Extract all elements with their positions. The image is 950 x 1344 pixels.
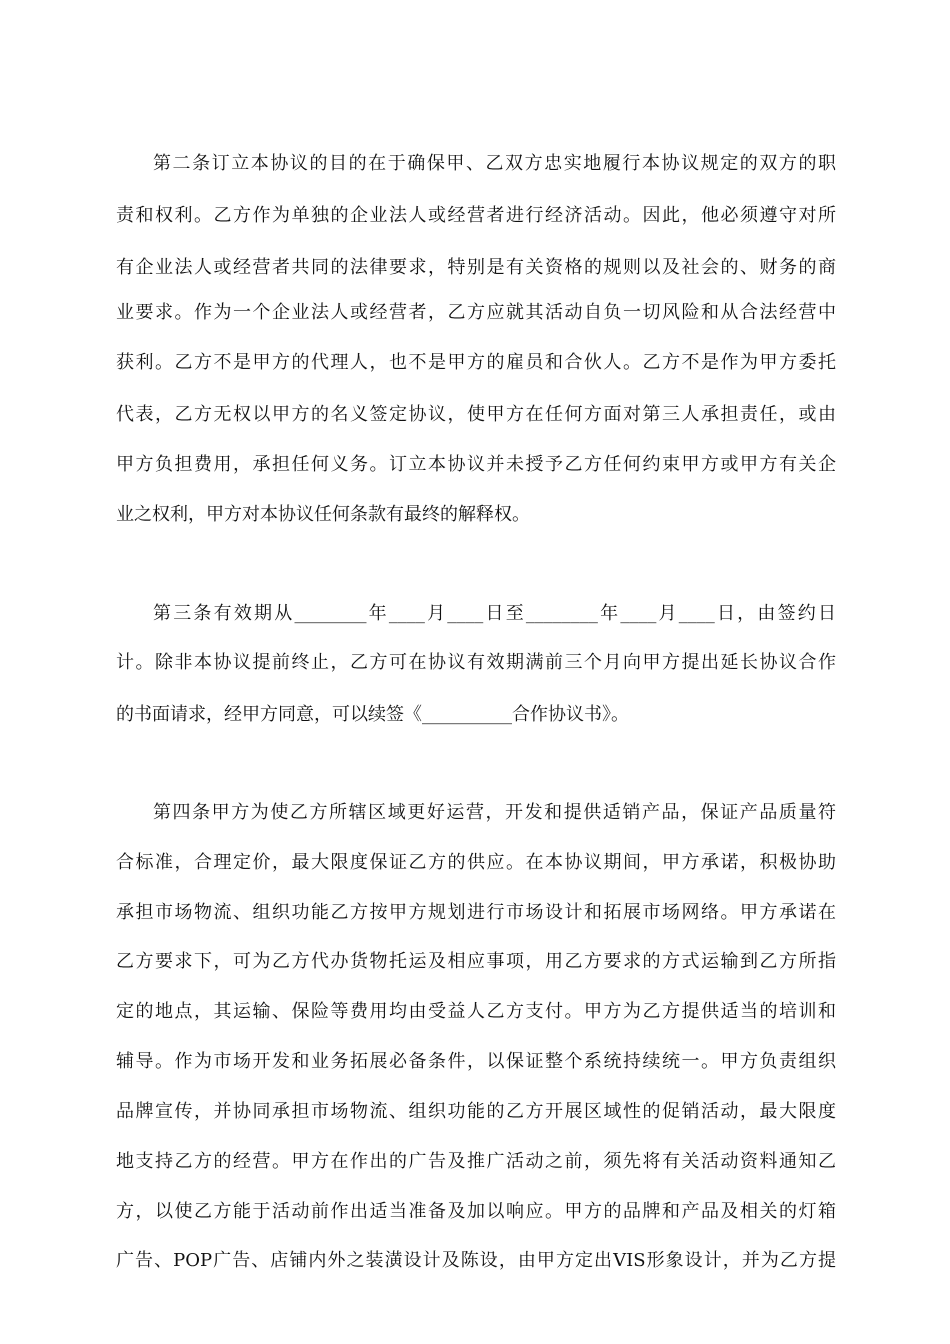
article-4-line-9: 方，以使乙方能于活动前作出适当准备及加以响应。甲方的品牌和产品及相关的灯箱 [116, 1201, 836, 1222]
article-4-line-7: 品牌宣传，并协同承担市场物流、组织功能的乙方开展区域性的促销活动，最大限度 [116, 1101, 836, 1122]
article-4-line-5: 定的地点，其运输、保险等费用均由受益人乙方支付。甲方为乙方提供适当的培训和 [116, 1001, 836, 1022]
article-2-line-8: 业之权利，甲方对本协议任何条款有最终的解释权。 [116, 504, 530, 525]
article-3-line-1: 第三条有效期从________年____月____日至________年____月____日，由签约日 [153, 603, 836, 624]
article-4-line-3: 承担市场物流、组织功能乙方按甲方规划进行市场设计和拓展市场网络。甲方承诺在 [116, 902, 836, 923]
article-4-line-6: 辅导。作为市场开发和业务拓展必备条件，以保证整个系统持续统一。甲方负责组织 [116, 1051, 836, 1072]
article-2-line-5: 获利。乙方不是甲方的代理人，也不是甲方的雇员和合伙人。乙方不是作为甲方委托 [116, 352, 836, 373]
article-2-line-7: 甲方负担费用，承担任何义务。订立本协议并未授予乙方任何约束甲方或甲方有关企 [116, 454, 836, 475]
article-2-line-1: 第二条订立本协议的目的在于确保甲、乙双方忠实地履行本协议规定的双方的职 [153, 153, 836, 174]
article-3-line-2: 计。除非本协议提前终止，乙方可在协议有效期满前三个月向甲方提出延长协议合作 [116, 652, 836, 673]
article-4-line-8: 地支持乙方的经营。甲方在作出的广告及推广活动之前，须先将有关活动资料通知乙 [116, 1151, 836, 1172]
article-3-line-3: 的书面请求，经甲方同意，可以续签《__________合作协议书》。 [116, 704, 629, 725]
article-2-line-6: 代表，乙方无权以甲方的名义签定协议，使甲方在任何方面对第三人承担责任，或由 [116, 404, 836, 425]
article-2-line-3: 有企业法人或经营者共同的法律要求，特别是有关资格的规则以及社会的、财务的商 [116, 257, 836, 278]
article-2-line-4: 业要求。作为一个企业法人或经营者，乙方应就其活动自负一切风险和从合法经营中 [116, 302, 836, 323]
article-4-line-4: 乙方要求下，可为乙方代办货物托运及相应事项，用乙方要求的方式运输到乙方所指 [116, 951, 836, 972]
article-2-line-2: 责和权利。乙方作为单独的企业法人或经营者进行经济活动。因此，他必须遵守对所 [116, 205, 836, 226]
article-4-line-10: 广告、POP广告、店铺内外之装潢设计及陈设，由甲方定出VIS形象设计，并为乙方提 [116, 1250, 836, 1271]
article-4-line-2: 合标准，合理定价，最大限度保证乙方的供应。在本协议期间，甲方承诺，积极协助 [116, 852, 836, 873]
article-4-line-1: 第四条甲方为使乙方所辖区域更好运营，开发和提供适销产品，保证产品质量符 [153, 802, 836, 823]
